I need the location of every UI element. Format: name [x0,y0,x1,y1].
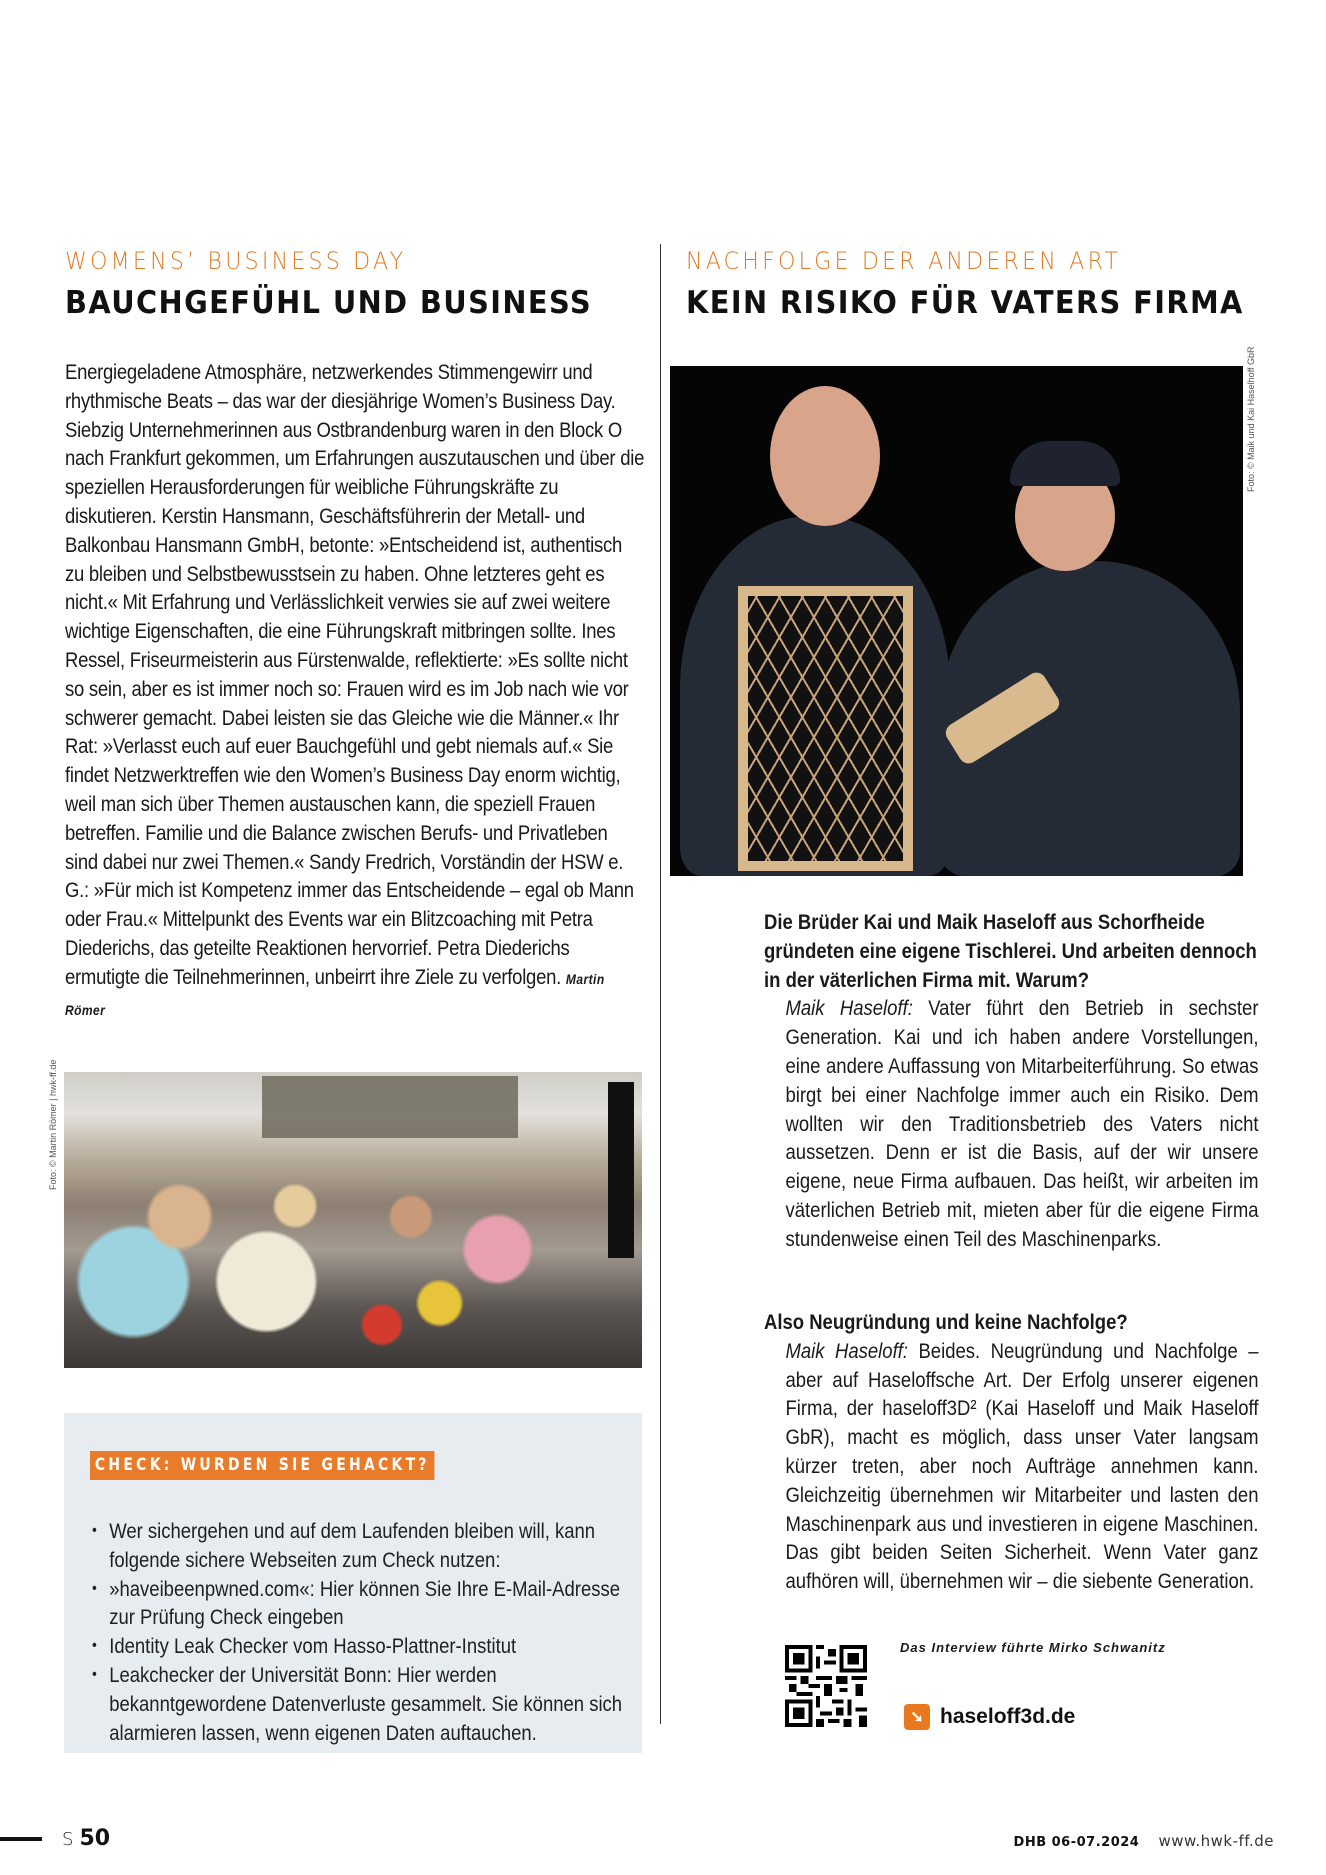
website-link-text[interactable]: haseloff3d.de [940,1705,1076,1728]
interview-answer [764,1337,1259,1596]
answer-text: Beides. Neugründung und Nachfolge – aber auf Haseloffsche Art. Der Erfolg unserer eigenen Firma, der haseloff3D² (Kai Haseloff und Maik Haseloff GbR), macht es möglich, dass unser Vater langsam kürzer treten, aber noch Aufträge annehmen kann. Gleichzeitig übernehmen wir Mitarbeiter und lasten den Maschinenpark aus und investieren in eigene Maschinen. Das gibt beiden Seiten Sicherheit. Wenn Vater ganz aufhören will, übernehmen wir – die siebente Generation. [785,1338,1259,1594]
website-link[interactable] [904,1704,1075,1730]
infobox-item: • »haveibeenpwned.com«: Hier können Sie Ihre E-Mail-Adresse zur Prüfung Check eingeben [92,1575,625,1633]
audience-crowd [64,1152,642,1368]
brothers-photo-credit: Foto: © Maik und Kai Haselhoff GbR [1246,346,1256,492]
issue-label: DHB 06-07.2024 [1013,1835,1140,1850]
hack-check-infobox [64,1413,642,1753]
cap [1010,441,1120,486]
page-number-value: 50 [79,1826,111,1851]
interview-answer [764,994,1259,1253]
left-headline: BAUCHGEFÜHL UND BUSINESS [65,285,593,321]
qr-code[interactable] [785,1645,867,1727]
answer-text: Vater führt den Betrieb in sechster Generation. Kai und ich haben andere Vorstellungen, eine andere Auffassung von Mitarbeiterführung. So etwas birgt bei einer Nachfolge immer auch ein Risiko. Dem wollten wir den Traditionsbetrieb des Vaters nicht aussetzen. Denn er ist die Basis, auf der wir unsere eigene, neue Firma aufbauen. Das heißt, wir arbeiten im väterlichen Betrieb mit, mieten aber für die eigene Firma stundenweise einen Teil des Maschinenparks. [785,996,1259,1251]
kumiko-window-frame [738,586,913,871]
left-kicker: WOMENS’ BUSINESS DAY [65,247,407,275]
brothers-photo [670,366,1243,876]
infobox-title: CHECK: WURDEN SIE GEHACKT? [90,1451,435,1480]
column-divider [660,244,661,1724]
right-kicker: NACHFOLGE DER ANDEREN ART [686,247,1122,275]
left-article-body [65,358,645,1024]
qa-block-2 [764,1308,1259,1596]
infobox-list [92,1517,625,1747]
event-photo [64,1072,642,1368]
left-byline: Martin Römer [65,970,605,1018]
event-photo-credit: Foto: © Martin Römer | hwk-ff.de [48,1059,58,1190]
footer-rule [0,1837,42,1841]
infobox-item: • Leakchecker der Universität Bonn: Hier werden bekanntgewordene Datenverluste gesammelt. Sie können sich alarmieren lassen, wenn eigenen Daten auftauchen. [92,1661,625,1747]
page-prefix: S [62,1829,74,1850]
footer-info [1014,1831,1274,1850]
left-body-text: Energiegeladene Atmosphäre, netzwerkendes Stimmengewirr und rhythmische Beats – das war der diesjährige Women’s Business Day. Siebzig Unternehmerinnen aus Ostbrandenburg waren in den Block O nach Frankfurt gekommen, um Erfahrungen auszutauschen und über die speziellen Herausforderungen für weibliche Führungskräfte zu diskutieren. Kerstin Hansmann, Geschäftsführerin der Metall- und Balkonbau Hansmann GmbH, betonte: »Entscheidend ist, authentisch zu bleiben und Selbstbewusstsein zu haben. Ohne letzteres geht es nicht.« Mit Erfahrung und Verlässlichkeit verwies sie auf zwei weitere wichtige Eigenschaften, die eine Führungskraft mitbringen sollte. Ines Ressel, Friseurmeisterin aus Fürstenwalde, reflektierte: »Es sollte nicht so sein, aber es ist immer noch so: Frauen wird es im Job nach wie vor schwerer gemacht. Dabei leisten sie das Gleiche wie die Männer.« Ihr Rat: »Verlasst euch auf euer Bauchgefühl und gebt niemals auf.« Sie findet Netzwerktreffen wie den Women’s Business Day enorm wichtig, weil man sich über Themen austauschen kann, die speziell Frauen betreffen. Familie und die Balance zwischen Berufs- und Privatleben sind dabei nur zwei Themen.« Sandy Fredrich, Vorständin der HSW e. G.: »Für mich ist Kompetenz immer das Entscheidende – egal ob Mann oder Frau.« Mittelpunkt des Events war ein Blitzcoaching mit Petra Diederichs, das geteilte Reaktionen hervorrief. Petra Diederichs ermutigte die Teilnehmerinnen, unbeirrt ihre Ziele zu verfolgen. [65,360,645,989]
qa-block-1 [764,908,1259,1254]
infobox-item: • Wer sichergehen und auf dem Laufenden bleiben will, kann folgende sichere Webseiten zum Check nutzen: [92,1517,625,1575]
footer-website[interactable]: www.hwk-ff.de [1158,1832,1274,1850]
interview-credit: Das Interview führte Mirko Schwanitz [900,1640,1166,1655]
arrow-link-icon: ➘ [904,1704,930,1730]
interview-question: Die Brüder Kai und Maik Haseloff aus Schorfheide gründeten eine eigene Tischlerei. Und arbeiten dennoch in der väterlichen Firma mit. Warum? [764,910,1257,992]
right-headline: KEIN RISIKO FÜR VATERS FIRMA [686,285,1244,321]
page-number [62,1826,110,1851]
person-left-head [770,386,880,526]
tv-screen [608,1082,634,1258]
infobox-item: • Identity Leak Checker vom Hasso-Plattner-Institut [92,1632,625,1661]
speaker-label: Maik Haseloff: [785,996,913,1021]
mural-decoration [262,1076,518,1138]
interview-question: Also Neugründung und keine Nachfolge? [764,1310,1128,1334]
speaker-label: Maik Haseloff: [785,1338,908,1363]
